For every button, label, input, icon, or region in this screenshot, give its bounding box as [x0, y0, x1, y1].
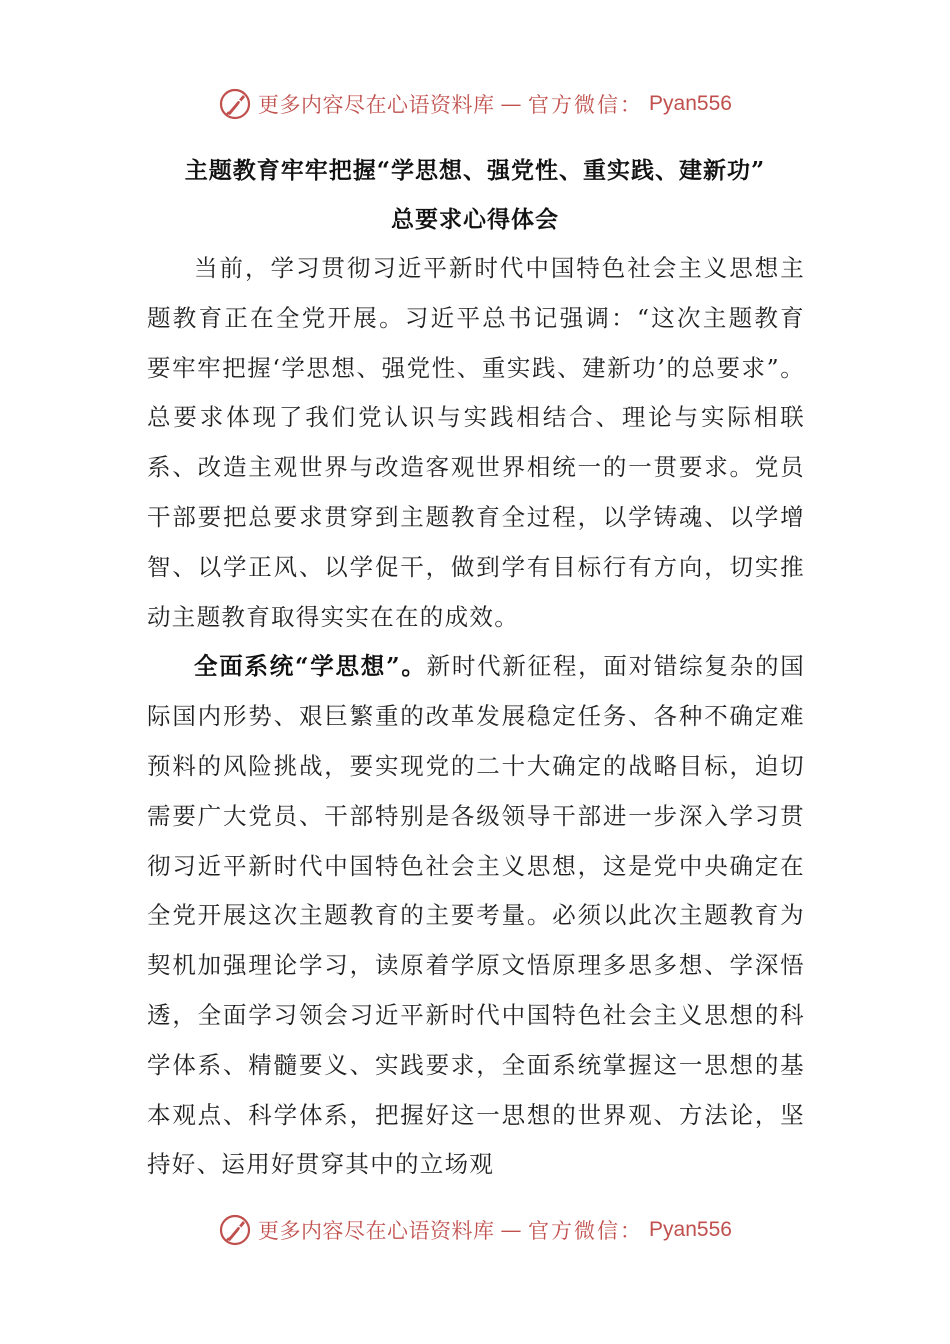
document-title-line2: 总要求心得体会: [391, 206, 559, 233]
document-title-line1: 主题教育牢牢把握“学思想、强党性、重实践、建新功”: [184, 157, 766, 184]
quill-logo-icon: [218, 87, 252, 121]
banner-dash: —: [500, 92, 523, 116]
quill-logo-icon: [218, 1213, 252, 1247]
footer-banner-text: 更多内容尽在心语资料库: [258, 1219, 495, 1243]
footer-banner-dash: —: [500, 1218, 523, 1242]
paragraph-1: [147, 244, 805, 642]
banner-wechat-label: 官方微信：: [528, 93, 644, 117]
header-banner: [0, 84, 950, 124]
paragraph-2: [147, 642, 805, 1190]
banner-wechat-id: Pyan556: [649, 92, 732, 115]
paragraph-2-text: 新时代新征程，面对错综复杂的国际国内形势、艰巨繁重的改革发展稳定任务、各种不确定难预料的风险挑战，要实现党的二十大确定的战略目标，迫切需要广大党员、干部特别是各级领导干部进一步深入学习贯彻习近平新时代中国特色社会主义思想，这是党中央确定在全党开展这次主题教育的主要考量。必须以此次主题教育为契机加强理论学习，读原着学原文悟原理多思多想、学深悟透，全面学习领会习近平新时代中国特色社会主义思想的科学体系、精髓要义、实践要求，全面系统掌握这一思想的基本观点、科学体系，把握好这一思想的世界观、方法论，坚持好、运用好贯穿其中的立场观: [147, 652, 805, 1179]
footer-banner: [0, 1210, 950, 1250]
footer-banner-wechat-id: Pyan556: [649, 1218, 732, 1241]
banner-text: 更多内容尽在心语资料库: [258, 93, 495, 117]
paragraph-1-text: 当前，学习贯彻习近平新时代中国特色社会主义思想主题教育正在全党开展。习近平总书记强调：“这次主题教育要牢牢把握‘学思想、强党性、重实践、建新功’的总要求”。总要求体现了我们党认识与实践相结合、理论与实际相联系、改造主观世界与改造客观世界相统一的一贯要求。党员干部要把总要求贯穿到主题教育全过程，以学铸魂、以学增智、以学正风、以学促干，做到学有目标行有方向，切实推动主题教育取得实实在在的成效。: [147, 254, 805, 631]
paragraph-2-lead: 全面系统“学思想”。: [194, 652, 427, 681]
footer-banner-wechat-label: 官方微信：: [528, 1219, 644, 1243]
document-body: [147, 244, 805, 1190]
